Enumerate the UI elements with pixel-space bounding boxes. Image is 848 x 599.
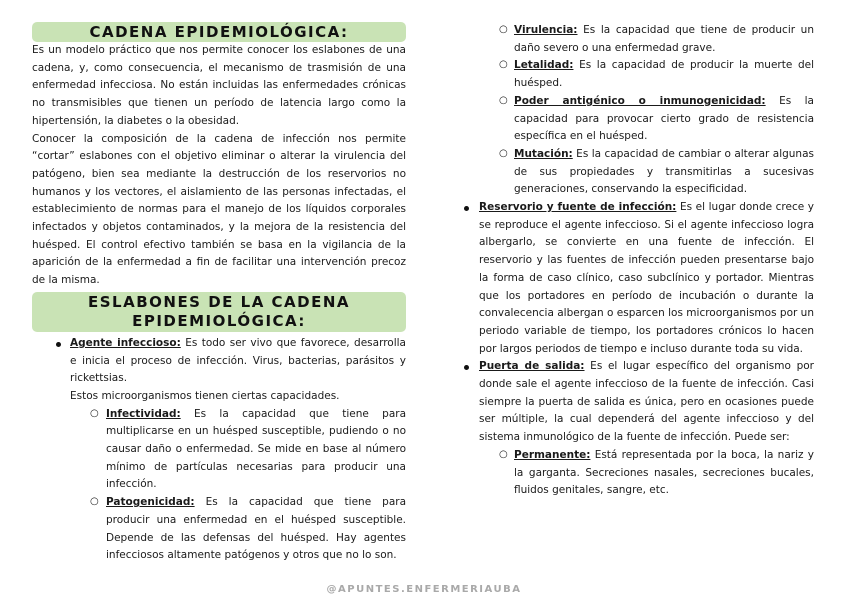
term-patogenicidad: Patogenicidad: — [106, 496, 195, 509]
sub-item-patogenicidad — [32, 494, 406, 565]
text-puerta-salida: Es el lugar específico del organismo por donde sale el agente infeccioso de la fuente de infección. Casi siempre la puerta de salida es única, pero en ocasiones puede ser múltiple, la cual dependerá del agente infeccioso y del sistema inmunológico de la fuente de infección. Puede ser: — [479, 360, 814, 444]
right-column — [462, 22, 814, 500]
circle-bullet-icon: ○ — [499, 94, 508, 106]
term-mutacion: Mutación: — [514, 147, 573, 160]
sub-item-poder-antigenico — [462, 93, 814, 146]
list-item-agente — [32, 335, 406, 388]
circle-bullet-icon: ○ — [90, 407, 99, 419]
list-item-puerta-salida — [462, 358, 814, 447]
page-title: CADENA EPIDEMIOLÓGICA: — [32, 22, 406, 42]
term-puerta-salida: Puerta de salida: — [479, 360, 585, 373]
text-mutacion: Es la capacidad de cambiar o alterar algunas de sus propiedades y transmitirlas a sucesivas generaciones, conservando la especificidad. — [514, 147, 814, 196]
circle-bullet-icon: ○ — [90, 496, 99, 508]
sub-item-infectividad — [32, 406, 406, 495]
left-column — [32, 22, 406, 565]
term-permanente: Permanente: — [514, 448, 591, 461]
circle-bullet-icon: ○ — [499, 448, 508, 460]
sub-item-mutacion — [462, 146, 814, 199]
text-permanente: Está representada por la boca, la nariz y la garganta. Secreciones nasales, secreciones bucales, fluidos genitales, sangre, etc. — [514, 448, 814, 497]
term-virulencia: Virulencia: — [514, 24, 578, 36]
circle-bullet-icon: ○ — [499, 59, 508, 71]
term-agente: Agente infeccioso: — [70, 336, 181, 349]
agente-followup: Estos microorganismos tienen ciertas capacidades. — [70, 389, 340, 402]
text-agente: Es todo ser vivo que favorece, desarrolla e inicia el proceso de infección. Virus, bacterias, parásitos y rickettsias. — [70, 336, 406, 385]
text-poder-antigenico: Es la capacidad para provocar cierto grado de resistencia específica en el huésped. — [514, 94, 814, 143]
footer-handle: @APUNTES.ENFERMERIAUBA — [326, 584, 522, 595]
circle-bullet-icon: ○ — [499, 147, 508, 159]
sub-item-permanente — [462, 447, 814, 500]
term-letalidad: Letalidad: — [514, 59, 574, 72]
text-letalidad: Es la capacidad de producir la muerte del huésped. — [514, 59, 814, 90]
sub-item-letalidad — [462, 57, 814, 92]
bullet-icon — [464, 206, 469, 211]
list-item-reservorio — [462, 199, 814, 358]
text-reservorio: Es el lugar donde crece y se reproduce el agente infeccioso. Si el agente infeccioso logra albergarlo, se convierte en una fuente de infección. El reservorio y las fuentes de infección pueden presentarse bajo la forma de caso clínico, caso subclínico y portador. Mientras que los portadores en período de incubación o durante la convalecencia albergan o esparcen los microorganismos por un periodo variable de tiempo, los portadores crónicos lo hacen por largos periodos de tiempo e incluso durante toda su vida. — [479, 201, 815, 355]
term-reservorio: Reservorio y fuente de infección: — [479, 201, 677, 214]
bullet-icon — [464, 365, 469, 370]
intro-paragraph-1: Es un modelo práctico que nos permite conocer los eslabones de una cadena, y, como consecuencia, el mecanismo de trasmisión de una enfermedad infecciosa. No están incluidas las enfermedades crónicas no transmisibles que tienen un período de latencia largo como la hipertensión, la diabetes o la obesidad. — [32, 44, 406, 127]
intro-paragraph-2: Conocer la composición de la cadena de infección nos permite “cortar” eslabones con el objetivo eliminar o alterar la virulencia del patógeno, bien sea mediante la destrucción de los reservorios no humanos y los vectores, el aislamiento de las personas infectadas, el establecimiento de normas para el manejo de los líquidos corporales infectados y objetos contaminados, y la mejora de la resistencia del huésped. El control efectivo también se basa en la vigilancia de la aparición de la enfermedad a fin de facilitar una intervención precoz de la misma. — [32, 132, 406, 287]
text-patogenicidad: Es la capacidad que tiene para producir una enfermedad en el huésped susceptible. Depende de las defensas del huésped. Hay agentes infecciosos altamente patógenos y otros que no lo son. — [106, 496, 406, 562]
sub-item-virulencia — [462, 22, 814, 57]
circle-bullet-icon: ○ — [499, 24, 508, 35]
text-infectividad: Es la capacidad que tiene para multiplicarse en un huésped susceptible, pudiendo o no causar daño o enfermedad. Se mide en base al número mínimo de partículas necesarias para producir una infección. — [106, 407, 406, 491]
section-title: ESLABONES DE LA CADENA EPIDEMIOLÓGICA: — [32, 292, 406, 332]
bullet-icon — [56, 342, 61, 347]
term-infectividad: Infectividad: — [106, 407, 181, 420]
text-virulencia: Es la capacidad que tiene de producir un daño severo o una enfermedad grave. — [514, 24, 814, 54]
term-poder-antigenico: Poder antigénico o inmunogenicidad: — [514, 94, 766, 107]
